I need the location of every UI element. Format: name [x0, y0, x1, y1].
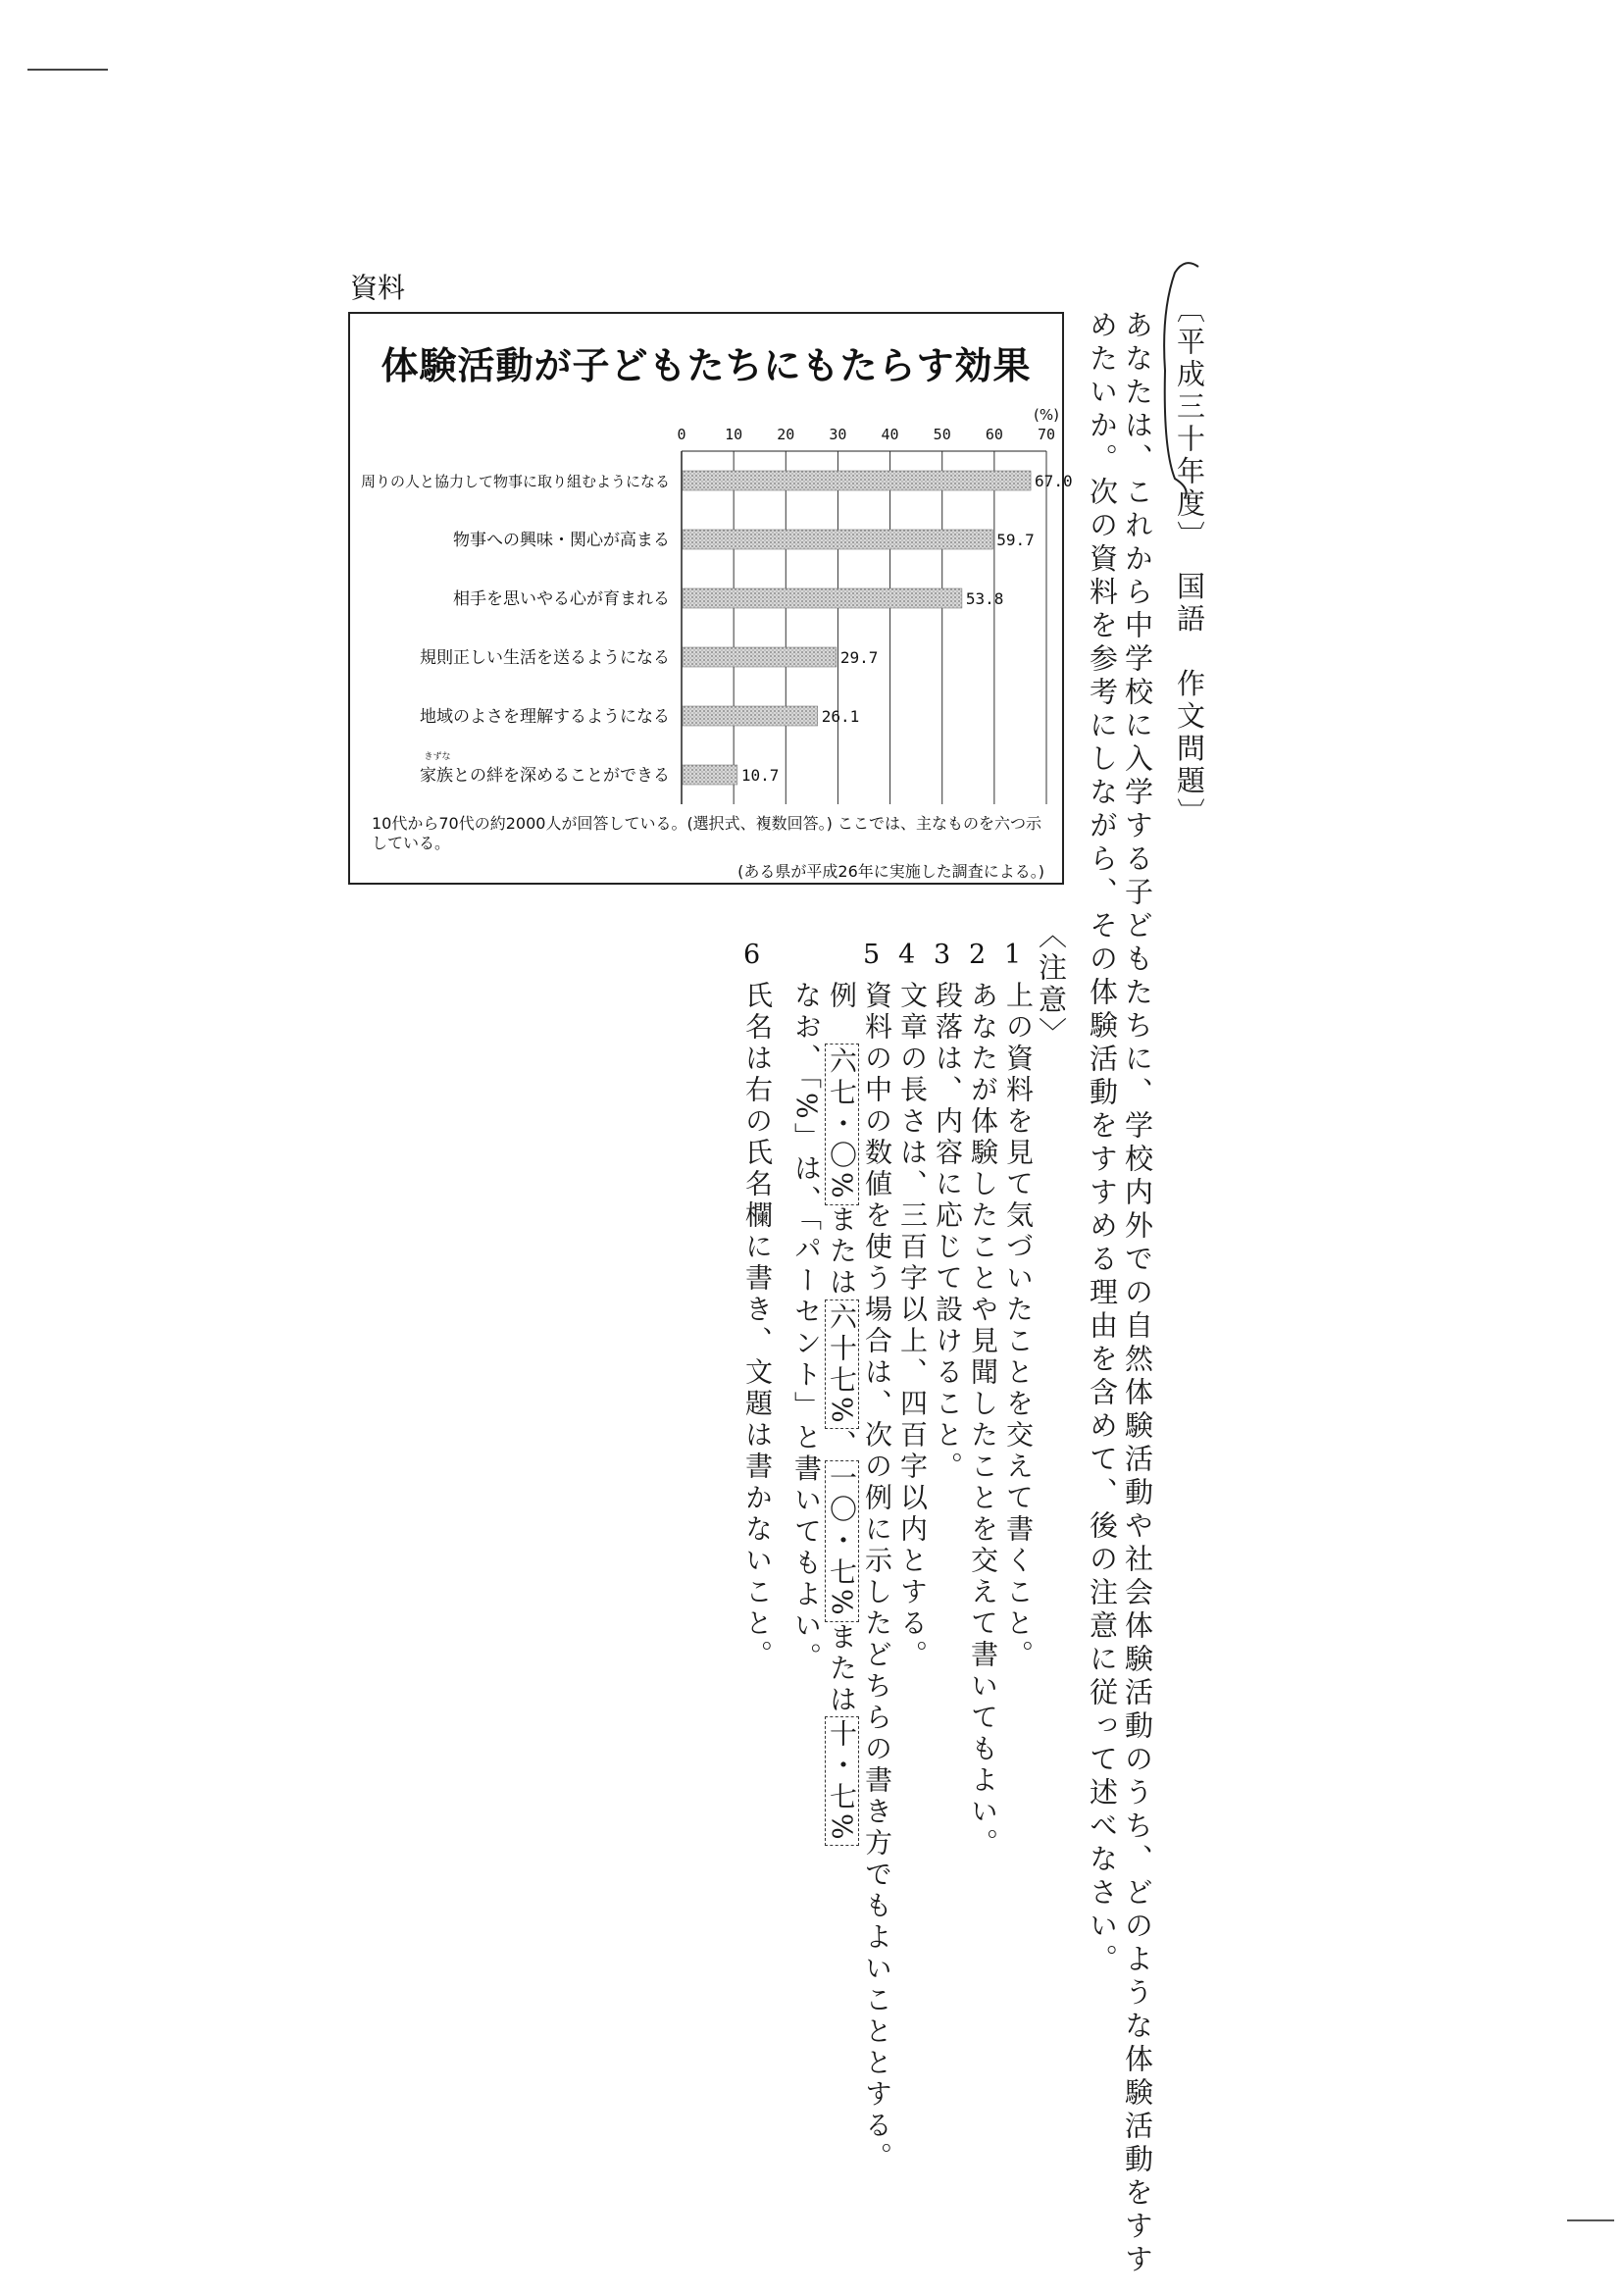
chart-title: 体験活動が子どもたちにもたらす効果: [381, 344, 1032, 387]
note-number: 3: [934, 940, 951, 970]
example-c: 一〇・七%: [825, 1460, 859, 1622]
example-or-2: または: [826, 1621, 858, 1716]
category-label: 地域のよさを理解するようになる: [420, 707, 670, 727]
chart-source: (ある県が平成26年に実施した調査による。): [737, 862, 1044, 881]
note-number: 2: [969, 940, 987, 970]
scan-mark-bottom: [1567, 2219, 1614, 2221]
note-example: [822, 981, 861, 1846]
notes-header: 〈注意〉: [1035, 920, 1068, 1049]
scan-mark-top: [27, 69, 108, 71]
category-label: 家族との絆を深めることができる: [420, 766, 670, 786]
example-prefix: 例: [826, 981, 858, 1012]
material-label: 資料: [350, 272, 406, 304]
bar: [683, 647, 837, 667]
bar: [683, 765, 737, 785]
example-sep: 、: [826, 1429, 858, 1461]
category-label: 物事への興味・関心が高まる: [453, 531, 670, 550]
x-tick-label: 20: [777, 426, 795, 443]
value-label: 10.7: [740, 766, 780, 785]
example-a: 六七・〇%: [825, 1044, 859, 1205]
category-label: 規則正しい生活を送るようになる: [420, 648, 670, 668]
x-tick-label: 60: [985, 426, 1003, 443]
note-item: 上の資料を見て気づいたことを交えて書くこと。: [1002, 981, 1035, 1671]
value-label: 53.8: [965, 589, 1004, 608]
note-number: 6: [743, 940, 761, 970]
x-tick-label: 0: [677, 426, 686, 443]
note-item: 文章の長さは、三百字以上、四百字以内とする。: [896, 981, 929, 1671]
example-d: 十・七%: [825, 1716, 859, 1847]
category-label: 周りの人と協力して物事に取り組むようになる: [360, 473, 670, 490]
note-item: あなたが体験したことや見聞したことを交えて書いてもよい。: [967, 981, 999, 1860]
note-item: 段落は、内容に応じて設けること。: [932, 981, 964, 1483]
x-tick-label: 70: [1037, 426, 1056, 443]
ruby-label: きずな: [424, 752, 451, 762]
page-title: 〔平成三十年度〕 国語 作文問題〕: [1173, 294, 1206, 831]
note-number: 1: [1004, 940, 1022, 970]
bar: [683, 530, 992, 549]
value-label: 67.0: [1035, 472, 1073, 490]
value-label: 26.1: [821, 707, 860, 726]
note-item: 資料の中の数値を使う場合は、次の例に示したどちらの書き方でもよいこととする。: [861, 981, 893, 2173]
note-number: 5: [863, 940, 881, 970]
bar: [683, 588, 962, 608]
note-example-extra: なお、「%」は、「パーセント」と書いてもよい。: [790, 981, 823, 1674]
x-tick-label: 50: [933, 426, 951, 443]
note-item: 氏名は右の氏名欄に書き、文題は書かないこと。: [741, 981, 774, 1671]
category-label: 相手を思いやる心が育まれる: [453, 589, 670, 609]
x-tick-label: 30: [829, 426, 847, 443]
chart-panel: [348, 312, 1073, 885]
x-tick-label: 10: [725, 426, 743, 443]
bar-chart: [350, 314, 1073, 887]
example-b: 六十七%: [825, 1300, 859, 1430]
unit-label: (%): [1034, 406, 1059, 424]
prompt-line-1: あなたは、これから中学校に入学する子どもたちに、学校内外での自然体験活動や社会体験活動のうち、どのような体験活動をすす: [1121, 310, 1154, 2277]
prompt-line-2: めたいか。次の資料を参考にしながら、その体験活動をすすめる理由を含めて、後の注意に従って述べなさい。: [1086, 310, 1119, 1977]
bar: [683, 706, 818, 726]
chart-note: 10代から70代の約2000人が回答している。(選択式、複数回答。) ここでは、主なものを六つ示している。: [372, 814, 1042, 852]
value-label: 59.7: [996, 531, 1035, 549]
example-or-1: または: [826, 1204, 858, 1300]
value-label: 29.7: [839, 648, 879, 667]
x-tick-label: 40: [881, 426, 899, 443]
bar: [683, 471, 1031, 490]
note-number: 4: [898, 940, 916, 970]
